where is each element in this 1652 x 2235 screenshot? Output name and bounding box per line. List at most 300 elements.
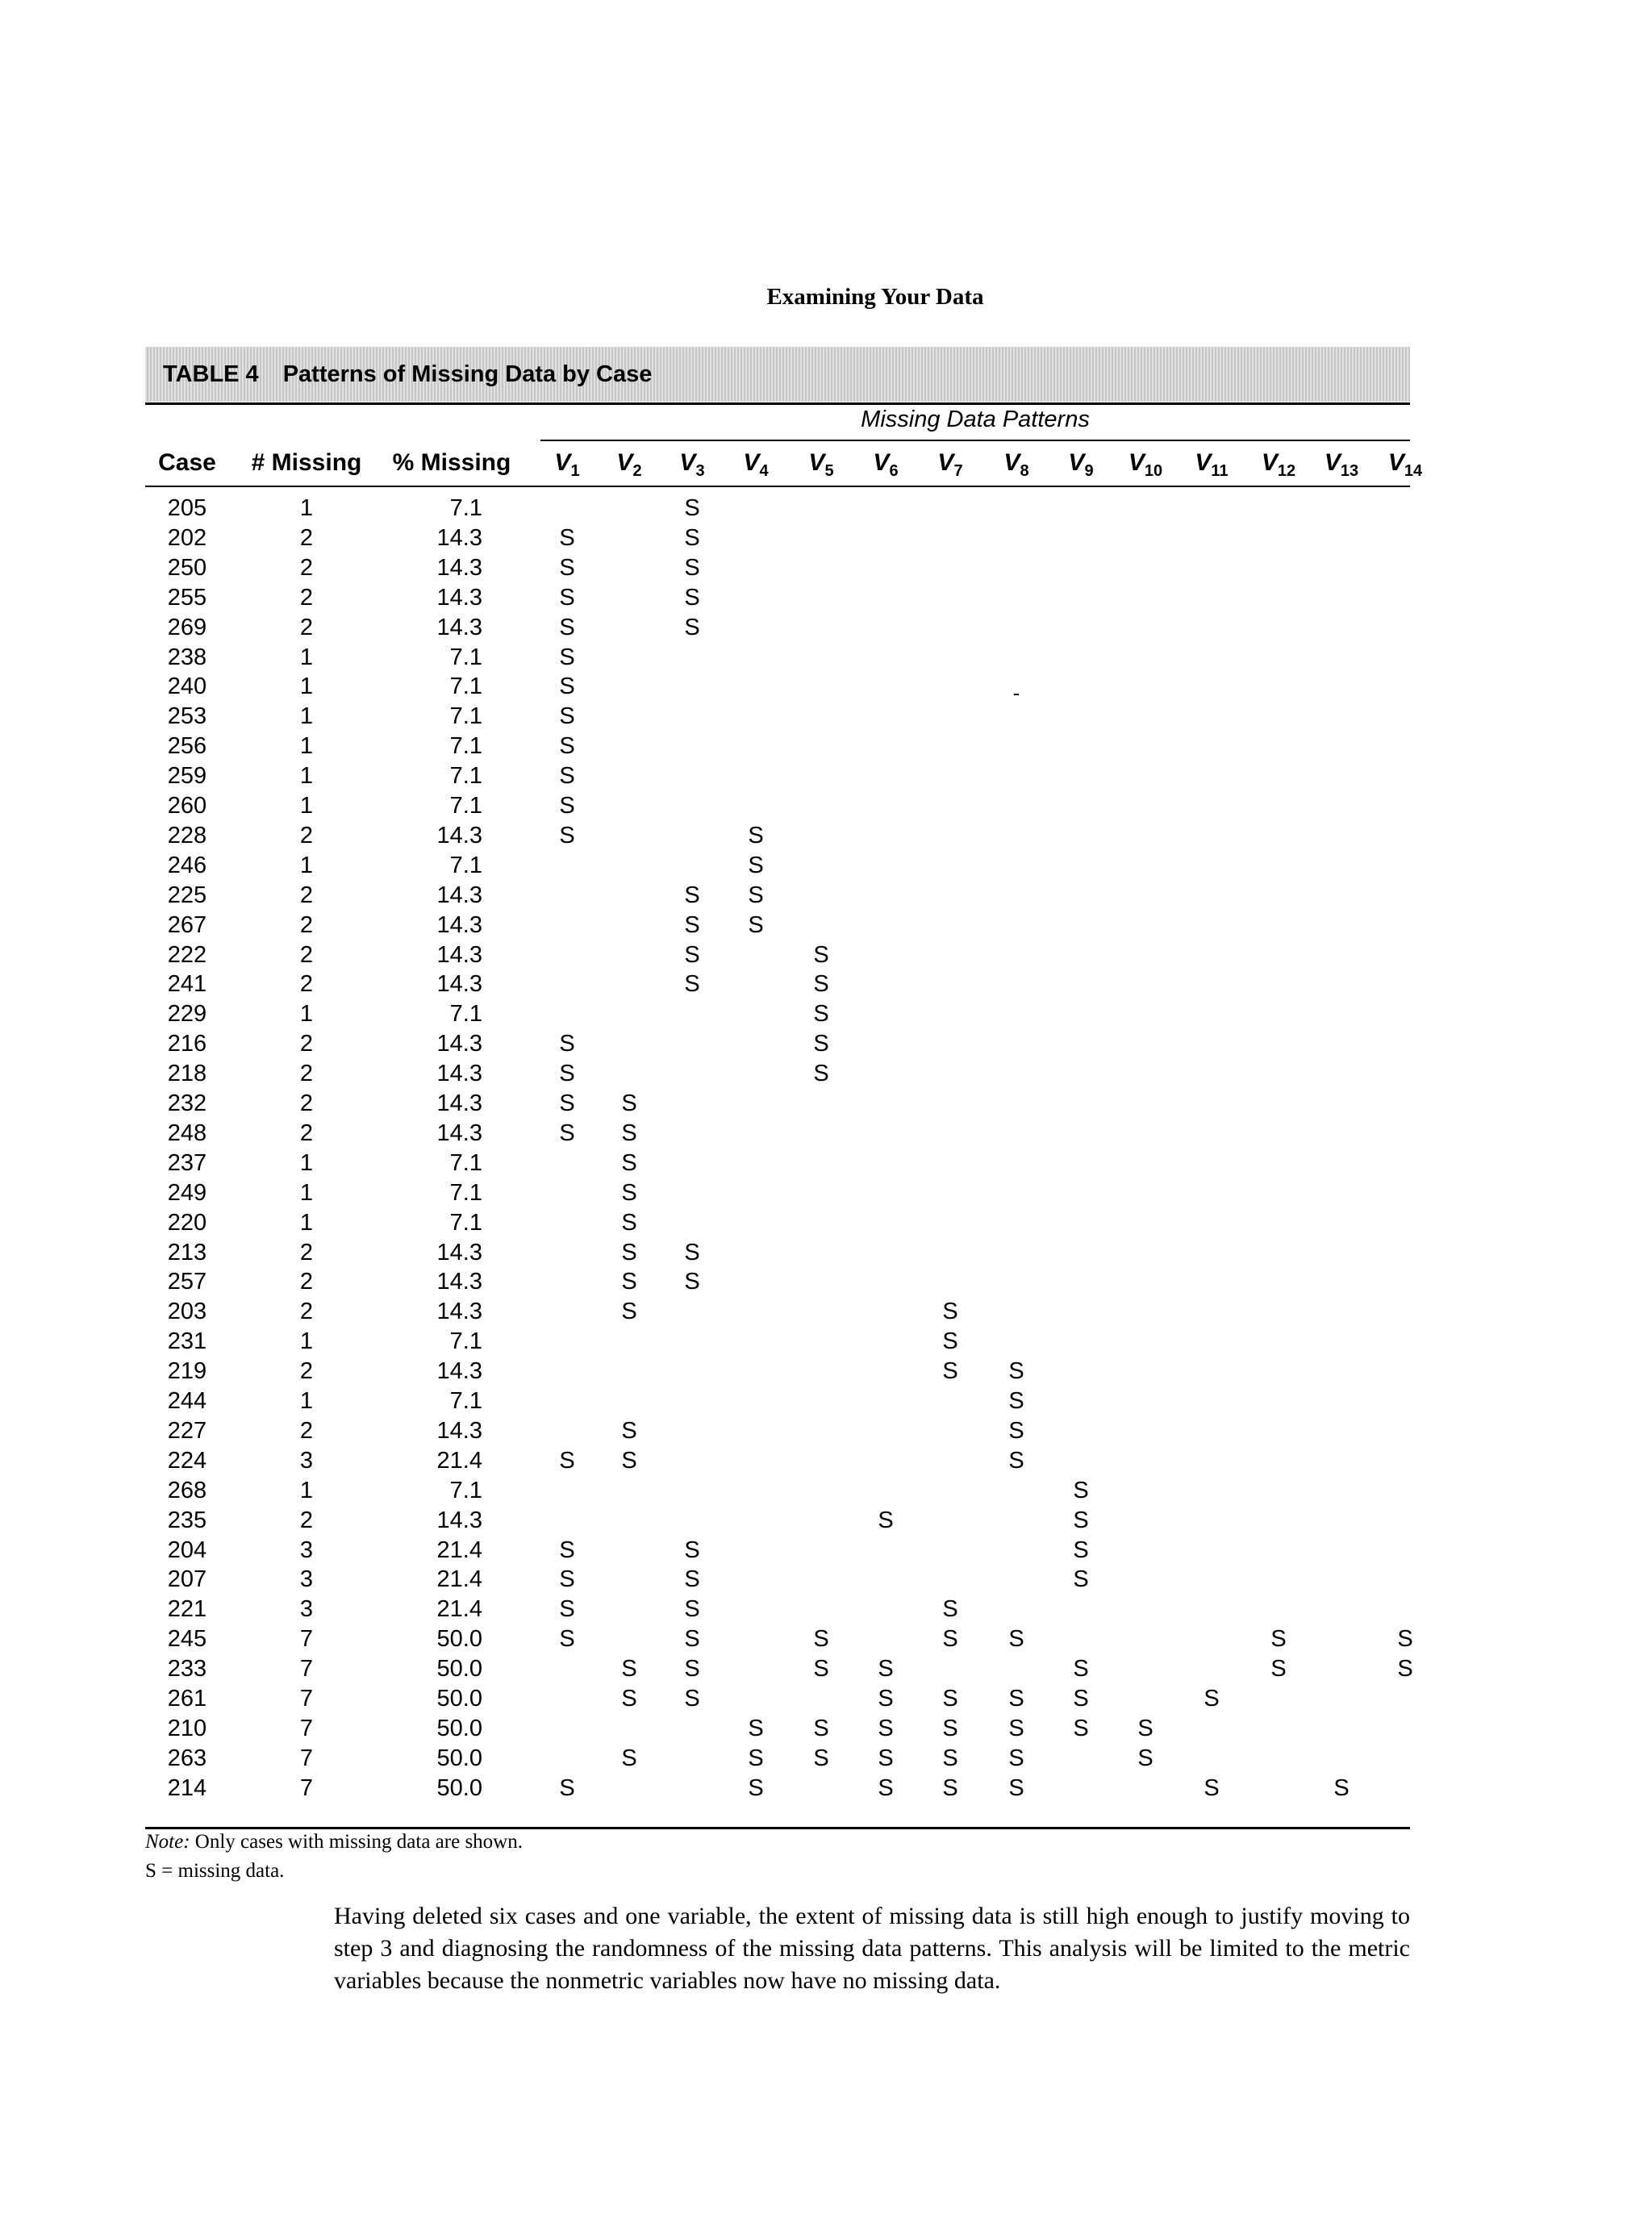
col-header-case: Case <box>158 449 216 476</box>
pct-missing-cell: 7.1 <box>449 1477 482 1503</box>
table-row <box>0 1059 1652 1088</box>
missing-mark-v3: S <box>684 1537 700 1563</box>
missing-mark-v1: S <box>559 644 575 670</box>
missing-mark-v1: S <box>559 584 575 611</box>
note-text: Only cases with missing data are shown. <box>190 1831 523 1853</box>
missing-mark-v4: S <box>748 882 764 908</box>
missing-mark-v1: S <box>559 554 575 581</box>
pct-missing-cell: 7.1 <box>449 1001 482 1028</box>
stray-mark: - <box>1012 681 1020 705</box>
var-subscript: 10 <box>1144 462 1163 480</box>
missing-mark-v12: S <box>1270 1656 1287 1683</box>
missing-mark-v8: S <box>1008 1358 1024 1385</box>
running-head: Examining Your Data <box>766 284 984 310</box>
missing-mark-v2: S <box>621 1745 637 1771</box>
case-cell: 228 <box>167 822 207 849</box>
missing-mark-v3: S <box>684 524 700 551</box>
case-cell: 241 <box>167 971 207 998</box>
pct-missing-cell: 14.3 <box>436 882 482 908</box>
pct-missing-cell: 14.3 <box>436 911 482 938</box>
missing-mark-v4: S <box>748 1745 764 1771</box>
case-cell: 261 <box>167 1686 207 1712</box>
table-row <box>0 1595 1652 1624</box>
pct-missing-cell: 7.1 <box>449 1209 482 1236</box>
table-row <box>0 1565 1652 1594</box>
table-row <box>0 702 1652 731</box>
n-missing-cell: 2 <box>299 1299 314 1325</box>
n-missing-cell: 3 <box>299 1447 314 1474</box>
var-subscript: 9 <box>1084 462 1094 480</box>
col-header-pct-missing: % Missing <box>392 449 511 476</box>
missing-mark-v3: S <box>684 1566 700 1593</box>
pct-missing-cell: 14.3 <box>436 554 482 581</box>
missing-mark-v2: S <box>621 1299 637 1325</box>
missing-mark-v3: S <box>684 1596 700 1623</box>
table-row <box>0 1416 1652 1445</box>
table-row <box>0 791 1652 820</box>
case-cell: 231 <box>167 1328 207 1355</box>
group-header: Missing Data Patterns <box>861 407 1090 432</box>
table-row <box>0 643 1652 672</box>
table-row <box>0 583 1652 612</box>
pct-missing-cell: 14.3 <box>436 971 482 998</box>
pct-missing-cell: 50.0 <box>436 1626 482 1653</box>
table-row <box>0 1119 1652 1148</box>
pct-missing-cell: 21.4 <box>436 1596 482 1623</box>
n-missing-cell: 2 <box>299 614 314 640</box>
missing-mark-v1: S <box>559 673 575 700</box>
missing-mark-v3: S <box>684 1269 700 1295</box>
col-header-v11 <box>1187 447 1236 479</box>
missing-mark-v4: S <box>748 822 764 849</box>
col-header-v9 <box>1057 447 1105 479</box>
pct-missing-cell: 7.1 <box>449 1388 482 1414</box>
var-letter: V <box>873 449 890 476</box>
bottom-rule <box>145 1827 1410 1829</box>
col-header-v2 <box>605 447 653 479</box>
missing-mark-v7: S <box>942 1745 958 1771</box>
n-missing-cell: 2 <box>299 941 314 968</box>
missing-mark-v4: S <box>748 1774 764 1801</box>
pct-missing-cell: 7.1 <box>449 733 482 760</box>
missing-mark-v5: S <box>813 1715 829 1741</box>
missing-mark-v1: S <box>559 1120 575 1146</box>
missing-mark-v13: S <box>1333 1774 1350 1801</box>
n-missing-cell: 7 <box>299 1715 314 1741</box>
case-cell: 240 <box>167 673 207 700</box>
case-cell: 248 <box>167 1120 207 1146</box>
case-cell: 219 <box>167 1358 207 1385</box>
missing-mark-v1: S <box>559 1061 575 1087</box>
case-cell: 227 <box>167 1417 207 1444</box>
missing-mark-v6: S <box>878 1745 894 1771</box>
col-header-v14 <box>1381 447 1429 479</box>
n-missing-cell: 3 <box>299 1566 314 1593</box>
missing-mark-v9: S <box>1073 1656 1089 1683</box>
table-row <box>0 1238 1652 1267</box>
case-cell: 269 <box>167 614 207 640</box>
table-label: TABLE 4 <box>163 361 259 387</box>
case-cell: 259 <box>167 763 207 790</box>
missing-mark-v3: S <box>684 911 700 938</box>
missing-mark-v7: S <box>942 1686 958 1712</box>
var-letter: V <box>808 449 825 476</box>
table-row <box>0 1446 1652 1475</box>
missing-mark-v2: S <box>621 1686 637 1712</box>
missing-mark-v2: S <box>621 1149 637 1176</box>
missing-mark-v11: S <box>1204 1774 1220 1801</box>
n-missing-cell: 2 <box>299 1120 314 1146</box>
table-row <box>0 821 1652 850</box>
pct-missing-cell: 14.3 <box>436 822 482 849</box>
pct-missing-cell: 7.1 <box>449 793 482 819</box>
n-missing-cell: 2 <box>299 1090 314 1116</box>
case-cell: 238 <box>167 644 207 670</box>
missing-mark-v6: S <box>878 1656 894 1683</box>
col-header-n-missing: # Missing <box>251 449 362 476</box>
pct-missing-cell: 7.1 <box>449 495 482 521</box>
n-missing-cell: 2 <box>299 1417 314 1444</box>
case-cell: 253 <box>167 703 207 730</box>
col-header-v7 <box>926 447 974 479</box>
case-cell: 249 <box>167 1179 207 1206</box>
pct-missing-cell: 14.3 <box>436 1120 482 1146</box>
col-header-v12 <box>1254 447 1303 479</box>
n-missing-cell: 7 <box>299 1656 314 1683</box>
n-missing-cell: 2 <box>299 882 314 908</box>
case-cell: 224 <box>167 1447 207 1474</box>
table-row <box>0 613 1652 642</box>
table-row <box>0 999 1652 1028</box>
table-row <box>0 1178 1652 1207</box>
pct-missing-cell: 14.3 <box>436 1090 482 1116</box>
n-missing-cell: 3 <box>299 1596 314 1623</box>
var-letter: V <box>1068 449 1085 476</box>
n-missing-cell: 1 <box>299 1388 314 1414</box>
table-row <box>0 494 1652 523</box>
missing-mark-v7: S <box>942 1626 958 1653</box>
case-cell: 256 <box>167 733 207 760</box>
pct-missing-cell: 14.3 <box>436 1417 482 1444</box>
missing-mark-v8: S <box>1008 1715 1024 1741</box>
pct-missing-cell: 14.3 <box>436 1031 482 1057</box>
pct-missing-cell: 14.3 <box>436 1358 482 1385</box>
table-row <box>0 1357 1652 1386</box>
case-cell: 221 <box>167 1596 207 1623</box>
var-subscript: 13 <box>1340 462 1359 480</box>
var-subscript: 7 <box>953 462 963 480</box>
pct-missing-cell: 14.3 <box>436 524 482 551</box>
missing-mark-v8: S <box>1008 1447 1024 1474</box>
missing-mark-v2: S <box>621 1447 637 1474</box>
n-missing-cell: 1 <box>299 644 314 670</box>
missing-mark-v8: S <box>1008 1417 1024 1444</box>
table-row <box>0 1654 1652 1683</box>
var-letter: V <box>1261 449 1278 476</box>
n-missing-cell: 2 <box>299 584 314 611</box>
n-missing-cell: 1 <box>299 1209 314 1236</box>
missing-mark-v11: S <box>1204 1686 1220 1712</box>
missing-mark-v7: S <box>942 1715 958 1741</box>
missing-mark-v5: S <box>813 1626 829 1653</box>
missing-mark-v3: S <box>684 584 700 611</box>
table-row <box>0 1208 1652 1237</box>
missing-mark-v12: S <box>1270 1626 1287 1653</box>
missing-mark-v14: S <box>1397 1656 1413 1683</box>
missing-mark-v4: S <box>748 1715 764 1741</box>
missing-mark-v5: S <box>813 1061 829 1087</box>
missing-mark-v1: S <box>559 822 575 849</box>
table-row <box>0 1536 1652 1565</box>
table-note <box>145 1831 523 1853</box>
table-row <box>0 1744 1652 1773</box>
missing-mark-v6: S <box>878 1507 894 1533</box>
table-title: Patterns of Missing Data by Case <box>282 361 653 387</box>
pct-missing-cell: 21.4 <box>436 1537 482 1563</box>
missing-mark-v2: S <box>621 1209 637 1236</box>
case-cell: 205 <box>167 495 207 521</box>
table-row <box>0 1089 1652 1118</box>
pct-missing-cell: 50.0 <box>436 1715 482 1741</box>
col-header-v5 <box>797 447 845 479</box>
var-letter: V <box>616 449 633 476</box>
col-header-v8 <box>992 447 1041 479</box>
table-row <box>0 732 1652 761</box>
missing-mark-v1: S <box>559 1090 575 1116</box>
missing-mark-v5: S <box>813 971 829 998</box>
missing-mark-v9: S <box>1073 1686 1089 1712</box>
pct-missing-cell: 7.1 <box>449 1179 482 1206</box>
missing-mark-v5: S <box>813 1745 829 1771</box>
col-header-v3 <box>668 447 716 479</box>
missing-mark-v8: S <box>1008 1626 1024 1653</box>
n-missing-cell: 1 <box>299 793 314 819</box>
missing-mark-v9: S <box>1073 1566 1089 1593</box>
var-subscript: 11 <box>1211 462 1229 480</box>
n-missing-cell: 7 <box>299 1686 314 1712</box>
missing-mark-v8: S <box>1008 1388 1024 1414</box>
pct-missing-cell: 14.3 <box>436 941 482 968</box>
n-missing-cell: 2 <box>299 822 314 849</box>
table-row <box>0 881 1652 910</box>
missing-mark-v1: S <box>559 1774 575 1801</box>
table-row <box>0 1624 1652 1653</box>
missing-mark-v1: S <box>559 703 575 730</box>
case-cell: 204 <box>167 1537 207 1563</box>
n-missing-cell: 2 <box>299 911 314 938</box>
table-legend: S = missing data. <box>145 1860 285 1882</box>
missing-mark-v4: S <box>748 911 764 938</box>
missing-mark-v3: S <box>684 1686 700 1712</box>
case-cell: 246 <box>167 852 207 878</box>
missing-mark-v9: S <box>1073 1715 1089 1741</box>
case-cell: 263 <box>167 1745 207 1771</box>
pct-missing-cell: 14.3 <box>436 584 482 611</box>
case-cell: 235 <box>167 1507 207 1533</box>
missing-mark-v6: S <box>878 1686 894 1712</box>
col-header-v1 <box>543 447 591 479</box>
case-cell: 210 <box>167 1715 207 1741</box>
missing-mark-v2: S <box>621 1417 637 1444</box>
table-row <box>0 1386 1652 1416</box>
table-row <box>0 911 1652 940</box>
col-header-v10 <box>1121 447 1170 479</box>
missing-mark-v1: S <box>559 1596 575 1623</box>
table-row <box>0 851 1652 880</box>
pct-missing-cell: 14.3 <box>436 614 482 640</box>
var-subscript: 8 <box>1020 462 1029 480</box>
header-rule <box>145 486 1410 487</box>
missing-mark-v6: S <box>878 1774 894 1801</box>
case-cell: 233 <box>167 1656 207 1683</box>
case-cell: 255 <box>167 584 207 611</box>
pct-missing-cell: 21.4 <box>436 1566 482 1593</box>
var-letter: V <box>1387 449 1404 476</box>
var-letter: V <box>554 449 571 476</box>
table-row <box>0 1327 1652 1356</box>
missing-mark-v9: S <box>1073 1477 1089 1503</box>
n-missing-cell: 2 <box>299 1269 314 1295</box>
missing-mark-v1: S <box>559 1447 575 1474</box>
n-missing-cell: 1 <box>299 1179 314 1206</box>
n-missing-cell: 1 <box>299 1149 314 1176</box>
case-cell: 220 <box>167 1209 207 1236</box>
missing-mark-v8: S <box>1008 1745 1024 1771</box>
case-cell: 225 <box>167 882 207 908</box>
pct-missing-cell: 14.3 <box>436 1061 482 1087</box>
missing-mark-v7: S <box>942 1774 958 1801</box>
n-missing-cell: 1 <box>299 673 314 700</box>
table-row <box>0 1029 1652 1058</box>
n-missing-cell: 1 <box>299 495 314 521</box>
missing-mark-v2: S <box>621 1090 637 1116</box>
col-header-v4 <box>732 447 780 479</box>
table-row <box>0 1774 1652 1803</box>
missing-mark-v5: S <box>813 1031 829 1057</box>
case-cell: 213 <box>167 1239 207 1266</box>
missing-mark-v9: S <box>1073 1507 1089 1533</box>
table-row <box>0 761 1652 790</box>
missing-mark-v8: S <box>1008 1774 1024 1801</box>
table-row <box>0 1267 1652 1296</box>
missing-mark-v1: S <box>559 1537 575 1563</box>
n-missing-cell: 1 <box>299 733 314 760</box>
var-letter: V <box>937 449 954 476</box>
group-rule <box>540 440 1410 441</box>
missing-mark-v1: S <box>559 733 575 760</box>
var-letter: V <box>1195 449 1212 476</box>
pct-missing-cell: 7.1 <box>449 763 482 790</box>
table-row <box>0 672 1652 701</box>
missing-mark-v7: S <box>942 1299 958 1325</box>
missing-mark-v5: S <box>813 941 829 968</box>
var-subscript: 6 <box>889 462 899 480</box>
missing-mark-v1: S <box>559 1566 575 1593</box>
note-label: Note: <box>145 1831 190 1853</box>
pct-missing-cell: 50.0 <box>436 1745 482 1771</box>
n-missing-cell: 1 <box>299 1328 314 1355</box>
n-missing-cell: 7 <box>299 1774 314 1801</box>
missing-mark-v14: S <box>1397 1626 1413 1653</box>
pct-missing-cell: 21.4 <box>436 1447 482 1474</box>
missing-mark-v1: S <box>559 524 575 551</box>
missing-mark-v6: S <box>878 1715 894 1741</box>
case-cell: 244 <box>167 1388 207 1414</box>
case-cell: 216 <box>167 1031 207 1057</box>
table-row <box>0 1684 1652 1713</box>
pct-missing-cell: 7.1 <box>449 1328 482 1355</box>
body-paragraph: Having deleted six cases and one variable, the extent of missing data is still high enough to justify moving to step 3 and diagnosing the randomness of the missing data patterns. This analysis will be limited to the metric variables because the nonmetric variables now have no missing data. <box>334 1903 1410 1994</box>
missing-mark-v3: S <box>684 1656 700 1683</box>
case-cell: 207 <box>167 1566 207 1593</box>
n-missing-cell: 7 <box>299 1745 314 1771</box>
n-missing-cell: 2 <box>299 971 314 998</box>
missing-mark-v3: S <box>684 554 700 581</box>
missing-mark-v8: S <box>1008 1686 1024 1712</box>
case-cell: 268 <box>167 1477 207 1503</box>
var-letter: V <box>1128 449 1145 476</box>
pct-missing-cell: 7.1 <box>449 644 482 670</box>
var-subscript: 3 <box>695 462 705 480</box>
missing-mark-v2: S <box>621 1656 637 1683</box>
table-title-bar <box>145 347 1410 402</box>
col-header-v6 <box>861 447 910 479</box>
n-missing-cell: 1 <box>299 852 314 878</box>
n-missing-cell: 2 <box>299 1239 314 1266</box>
n-missing-cell: 2 <box>299 1031 314 1057</box>
table-row <box>0 940 1652 969</box>
case-cell: 232 <box>167 1090 207 1116</box>
case-cell: 214 <box>167 1774 207 1801</box>
n-missing-cell: 2 <box>299 1358 314 1385</box>
table-row <box>0 1149 1652 1178</box>
missing-mark-v10: S <box>1137 1745 1153 1771</box>
var-subscript: 4 <box>759 462 769 480</box>
n-missing-cell: 2 <box>299 1507 314 1533</box>
case-cell: 229 <box>167 1001 207 1028</box>
case-cell: 267 <box>167 911 207 938</box>
top-rule <box>145 402 1410 405</box>
case-cell: 257 <box>167 1269 207 1295</box>
case-cell: 222 <box>167 941 207 968</box>
missing-mark-v4: S <box>748 852 764 878</box>
pct-missing-cell: 7.1 <box>449 673 482 700</box>
case-cell: 218 <box>167 1061 207 1087</box>
missing-mark-v5: S <box>813 1656 829 1683</box>
missing-mark-v1: S <box>559 793 575 819</box>
missing-mark-v3: S <box>684 882 700 908</box>
pct-missing-cell: 14.3 <box>436 1507 482 1533</box>
pct-missing-cell: 14.3 <box>436 1239 482 1266</box>
pct-missing-cell: 50.0 <box>436 1774 482 1801</box>
n-missing-cell: 2 <box>299 1061 314 1087</box>
var-subscript: 5 <box>824 462 834 480</box>
missing-mark-v1: S <box>559 614 575 640</box>
table-row <box>0 1714 1652 1743</box>
case-cell: 245 <box>167 1626 207 1653</box>
missing-mark-v3: S <box>684 941 700 968</box>
missing-mark-v3: S <box>684 614 700 640</box>
var-letter: V <box>1324 449 1341 476</box>
missing-mark-v3: S <box>684 495 700 521</box>
missing-mark-v2: S <box>621 1239 637 1266</box>
n-missing-cell: 1 <box>299 1001 314 1028</box>
missing-mark-v7: S <box>942 1328 958 1355</box>
missing-mark-v3: S <box>684 971 700 998</box>
n-missing-cell: 1 <box>299 703 314 730</box>
missing-mark-v9: S <box>1073 1537 1089 1563</box>
pct-missing-cell: 50.0 <box>436 1656 482 1683</box>
